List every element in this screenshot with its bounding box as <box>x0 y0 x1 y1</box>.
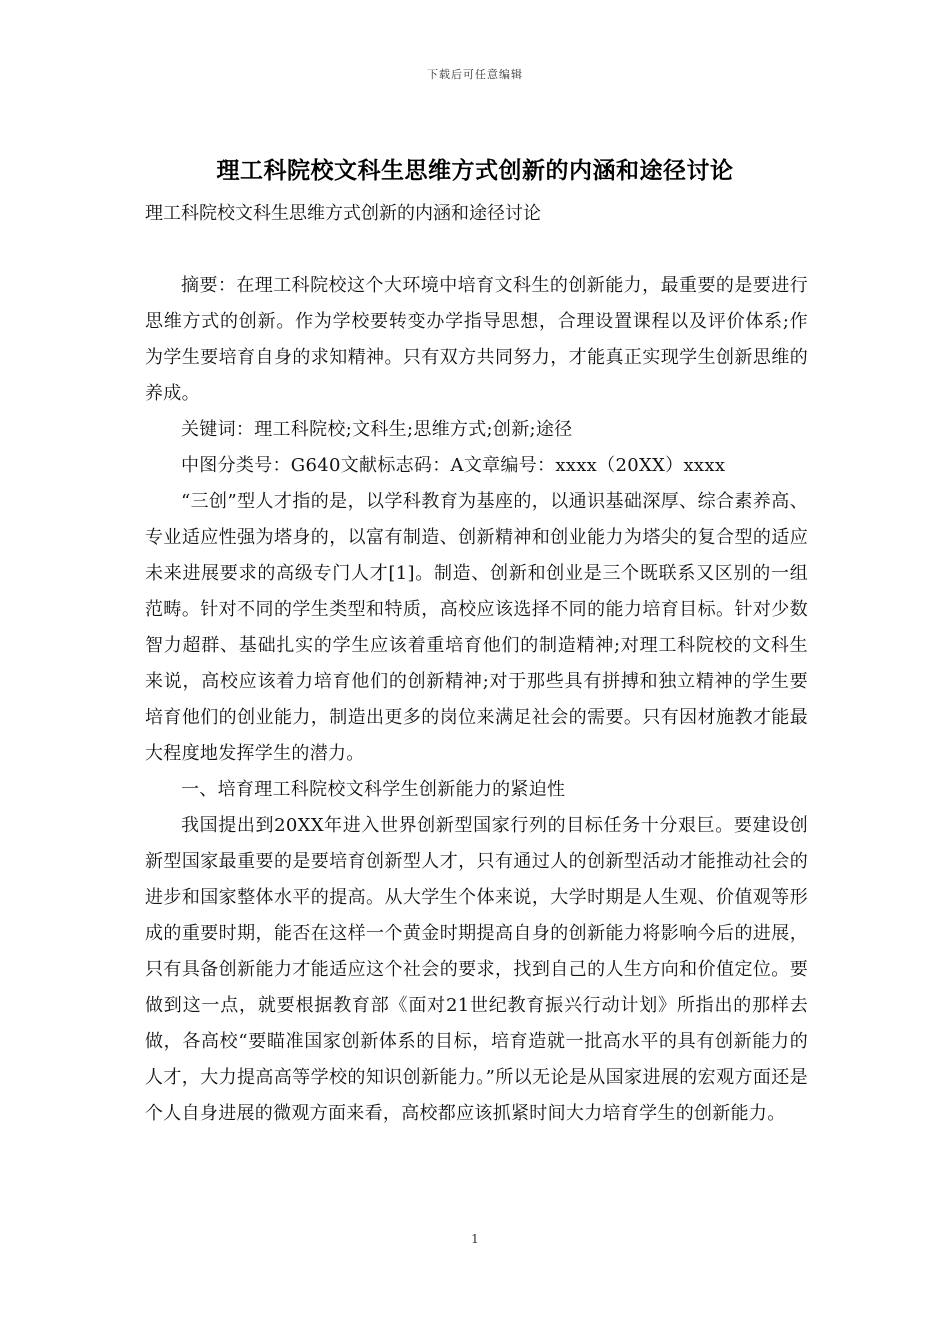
classification-paragraph: 中图分类号：G640文献标志码：A文章编号：xxxx（20XX）xxxx <box>181 455 726 476</box>
document-title: 理工科院校文科生思维方式创新的内涵和途径讨论 <box>216 157 734 184</box>
body-paragraph: “三创”型人才指的是，以学科教育为基座的，以通识基础深厚、综合素养高、专业适应性强为塔身的，以富有制造、创新精神和创业能力为塔尖的复合型的适应未来进展要求的高级专门人才[1]。制造、创新和创业是三个既联系又区别的一组范畴。针对不同的学生类型和特质，高校应该选择不同的能力培育目标。针对少数智力超群、基础扎实的学生应该着重培育他们的制造精神;对理工科院校的文科生来说，高校应该着力培育他们的创新精神;对于那些具有拼搏和独立精神的学生要培育他们的创业能力，制造出更多的岗位来满足社会的需要。只有因材施教才能最大程度地发挥学生的潜力。 <box>145 491 808 764</box>
body-paragraph: 我国提出到20XX年进入世界创新型国家行列的目标任务十分艰巨。要建设创新型国家最重要的是要培育创新型人才，只有通过人的创新型活动才能推动社会的进步和国家整体水平的提高。从大学生个体来说，大学时期是人生观、价值观等形成的重要时期，能否在这样一个黄金时期提高自身的创新能力将影响今后的进展，只有具备创新能力才能适应这个社会的要求，找到自己的人生方向和价值定位。要做到这一点，就要根据教育部《面对21世纪教育振兴行动计划》所指出的那样去做，各高校“要瞄准国家创新体系的目标，培育造就一批高水平的具有创新能力的人才，大力提高高等学校的知识创新能力。”所以无论是从国家进展的宏观方面还是个人自身进展的微观方面来看，高校都应该抓紧时间大力培育学生的创新能力。 <box>145 815 808 1124</box>
keywords-paragraph: 关键词：理工科院校;文科生;思维方式;创新;途径 <box>181 419 573 440</box>
document-subtitle: 理工科院校文科生思维方式创新的内涵和途径讨论 <box>145 203 541 224</box>
abstract-paragraph: 摘要：在理工科院校这个大环境中培育文科生的创新能力，最重要的是要进行思维方式的创新。作为学校要转变办学指导思想，合理设置课程以及评价体系;作为学生要培育自身的求知精神。只有双方共同努力，才能真正实现学生创新思维的养成。 <box>145 275 808 404</box>
section-heading: 一、培育理工科院校文科学生创新能力的紧迫性 <box>181 779 566 800</box>
header-note: 下载后可任意编辑 <box>427 68 523 81</box>
document-body <box>145 196 808 1132</box>
page-number: 1 <box>471 1232 479 1246</box>
